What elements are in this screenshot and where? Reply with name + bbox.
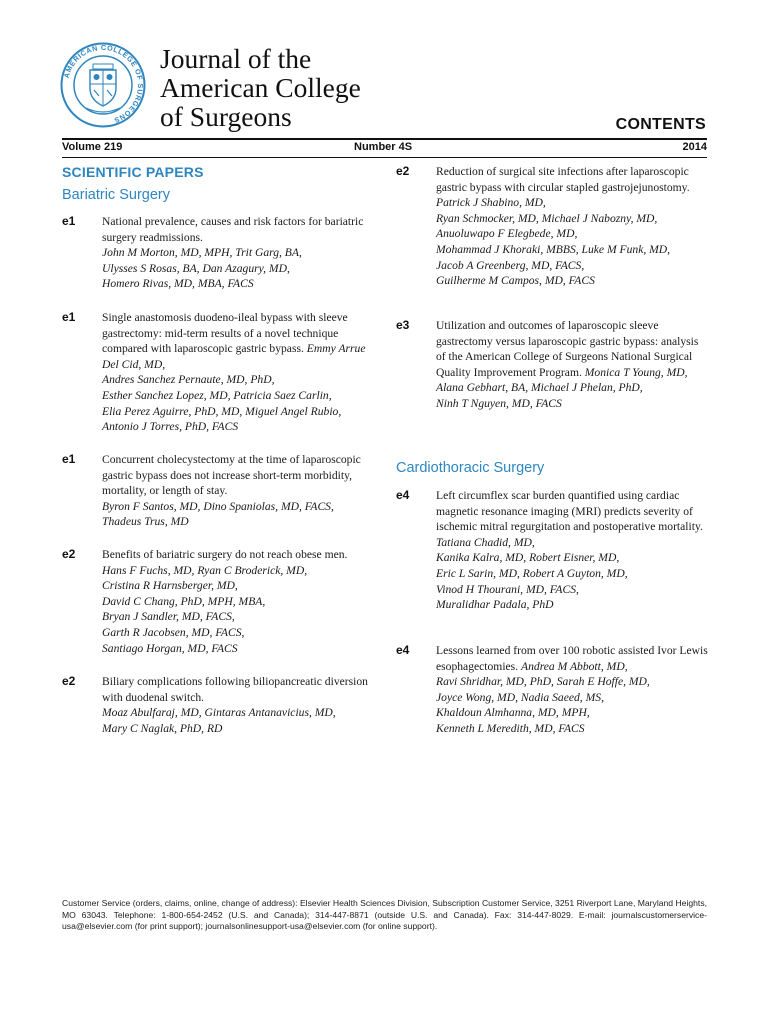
author-line: Santiago Horgan, MD, FACS xyxy=(102,641,238,655)
author-line: Anuoluwapo F Elegbede, MD, xyxy=(436,227,578,241)
author-line: Vinod H Thourani, MD, FACS, xyxy=(436,582,579,596)
author-line: Muralidhar Padala, PhD xyxy=(436,598,554,612)
author-line: Kenneth L Meredith, MD, FACS xyxy=(436,721,585,735)
author-line: Emmy Arrue Del Cid, MD, xyxy=(102,342,366,371)
author-line: Hans F Fuchs, MD, Ryan C Broderick, MD, xyxy=(102,563,308,577)
author-line: Ryan Schmocker, MD, Michael J Nabozny, MD, xyxy=(436,211,658,225)
article-title: Concurrent cholecystectomy at the time of laparoscopic gastric bypass does not increase short-term morbidity, mortality, or length of stay. xyxy=(102,453,361,498)
article-title: Single anastomosis duodeno-ileal bypass with sleeve gastrectomy: mid-term results of a novel technique compared with laparoscopic gastric bypass. xyxy=(102,311,348,356)
article-title: Lessons learned from over 100 robotic assisted Ivor Lewis esophagectomies. xyxy=(436,644,708,673)
volume-label: Volume 219 xyxy=(62,141,123,153)
subsection-title-cardiothoracic: Cardiothoracic Surgery xyxy=(396,460,545,476)
author-line: Khaldoun Almhanna, MD, MPH, xyxy=(436,706,590,720)
author-line: Ravi Shridhar, MD, PhD, Sarah E Hoffe, MD, xyxy=(436,675,650,689)
journal-title-line-2: American College xyxy=(160,72,361,103)
journal-title xyxy=(160,44,361,131)
article-title: Reduction of surgical site infections after laparoscopic gastric bypass with circular stapled gastrojejunostomy. xyxy=(436,165,690,194)
contents-entry[interactable] xyxy=(396,164,708,289)
page-number: e2 xyxy=(396,164,410,178)
author-line: Byron F Santos, MD, Dino Spaniolas, MD, FACS, xyxy=(102,499,334,513)
contents-entry[interactable] xyxy=(62,310,374,435)
contents-entry[interactable] xyxy=(62,674,374,736)
contents-entry[interactable] xyxy=(396,318,708,412)
author-line: Thadeus Trus, MD xyxy=(102,515,189,529)
page-number: e1 xyxy=(62,452,76,466)
author-line: Andres Sanchez Pernaute, MD, PhD, xyxy=(102,373,275,387)
author-line: Ulysses S Rosas, BA, Dan Azagury, MD, xyxy=(102,261,290,275)
author-line: Cristina R Harnsberger, MD, xyxy=(102,579,238,593)
acs-seal-logo xyxy=(60,42,146,128)
author-line: David C Chang, PhD, MPH, MBA, xyxy=(102,594,266,608)
author-line: Kanika Kalra, MD, Robert Eisner, MD, xyxy=(436,551,620,565)
header-rule-top xyxy=(62,138,707,140)
header-rule-bottom xyxy=(62,157,707,158)
section-title: SCIENTIFIC PAPERS xyxy=(62,164,204,180)
author-line: Patrick J Shabino, MD, xyxy=(436,196,546,210)
page-number: e1 xyxy=(62,310,76,324)
page-number: e4 xyxy=(396,643,410,657)
contents-entry[interactable] xyxy=(396,488,708,613)
author-line: Monica T Young, MD, xyxy=(584,365,688,379)
author-line: Andrea M Abbott, MD, xyxy=(521,659,628,673)
author-line: Elia Perez Aguirre, PhD, MD, Miguel Angel Rubio, xyxy=(102,404,342,418)
author-line: Esther Sanchez Lopez, MD, Patricia Saez Carlin, xyxy=(102,388,332,402)
author-line: Tatiana Chadid, MD, xyxy=(436,535,535,549)
author-line: Homero Rivas, MD, MBA, FACS xyxy=(102,277,254,291)
subsection-title-bariatric: Bariatric Surgery xyxy=(62,187,170,203)
year-label: 2014 xyxy=(682,141,707,153)
author-line: Joyce Wong, MD, Nadia Saeed, MS, xyxy=(436,690,604,704)
article-title: Utilization and outcomes of laparoscopic sleeve gastrectomy versus laparoscopic gastric bypass: analysis of the American College of Surgeons National Surgical Quality Improvement Program. xyxy=(436,319,699,379)
author-line: Guilherme M Campos, MD, FACS xyxy=(436,274,595,288)
contents-entry[interactable] xyxy=(396,643,708,737)
svg-text:AMERICAN COLLEGE OF SURGEONS: AMERICAN COLLEGE OF SURGEONS xyxy=(61,42,146,126)
article-title: Biliary complications following biliopancreatic diversion with duodenal switch. xyxy=(102,675,368,704)
page-number: e4 xyxy=(396,488,410,502)
journal-title-line-3: of Surgeons xyxy=(160,101,292,132)
contents-entry[interactable] xyxy=(62,452,374,530)
author-line: Mohammad J Khoraki, MBBS, Luke M Funk, MD, xyxy=(436,242,671,256)
issue-number-label: Number 4S xyxy=(354,141,413,153)
contents-entry[interactable] xyxy=(62,547,374,656)
author-line: Eric L Sarin, MD, Robert A Guyton, MD, xyxy=(436,566,628,580)
issue-info-bar xyxy=(62,141,707,155)
page-number: e1 xyxy=(62,214,76,228)
article-title: Benefits of bariatric surgery do not reach obese men. xyxy=(102,548,348,561)
article-title: Left circumflex scar burden quantified using cardiac magnetic resonance imaging (MRI) predicts severity of ischemic mitral regurgitation and postoperative mortality. xyxy=(436,489,703,534)
author-line: Garth R Jacobsen, MD, FACS, xyxy=(102,625,245,639)
author-line: Alana Gebhart, BA, Michael J Phelan, PhD, xyxy=(436,381,643,395)
author-line: Moaz Abulfaraj, MD, Gintaras Antanavicius, MD, xyxy=(102,706,336,720)
article-title: National prevalence, causes and risk factors for bariatric surgery readmissions. xyxy=(102,215,364,244)
author-line: John M Morton, MD, MPH, Trit Garg, BA, xyxy=(102,246,302,260)
author-line: Antonio J Torres, PhD, FACS xyxy=(102,420,239,434)
contents-entry[interactable] xyxy=(62,214,374,292)
contents-heading: CONTENTS xyxy=(615,116,706,133)
page-number: e3 xyxy=(396,318,410,332)
author-line: Ninh T Nguyen, MD, FACS xyxy=(436,396,562,410)
author-line: Bryan J Sandler, MD, FACS, xyxy=(102,610,235,624)
page-number: e2 xyxy=(62,674,76,688)
author-line: Jacob A Greenberg, MD, FACS, xyxy=(436,258,585,272)
customer-service-footer: Customer Service (orders, claims, online, change of address): Elsevier Health Sciences Division, Subscription Customer Service, 3251 Riverport Lane, Maryland Heights, MO 63043. Telephone: 1-800-654-2452 (U.S. and Canada); 314-447-8871 (outside U.S. and Canada). Fax: 314-447-8029. E-mail: journalscustomerservice-usa@elsevier.com (for print support); journalsonlinesupport-usa@elsevier.com (for online support). xyxy=(62,898,707,932)
author-line: Mary C Naglak, PhD, RD xyxy=(102,721,223,735)
page-number: e2 xyxy=(62,547,76,561)
journal-title-line-1: Journal of the xyxy=(160,43,312,74)
